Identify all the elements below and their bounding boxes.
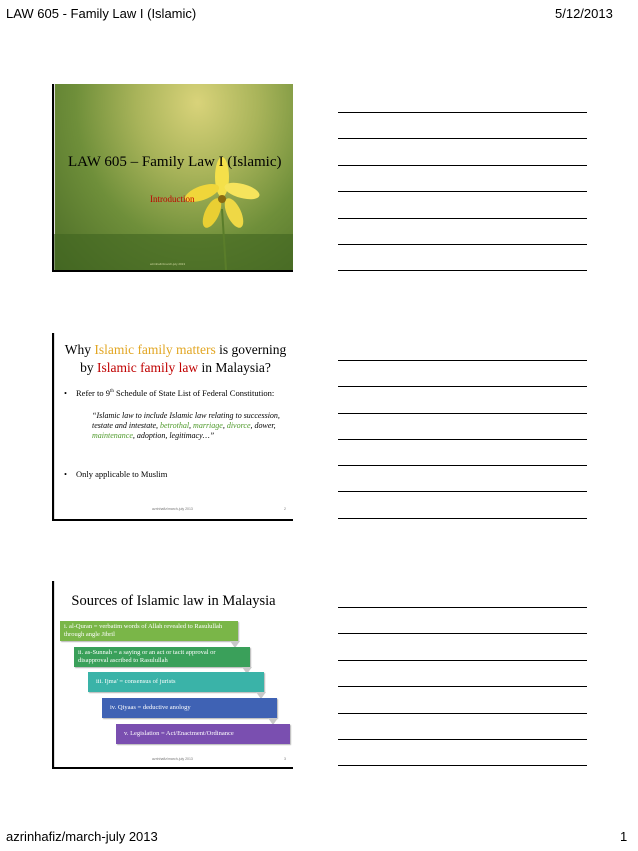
header-title: LAW 605 - Family Law I (Islamic)	[6, 6, 197, 21]
flower-image	[54, 84, 293, 270]
quote-part: , adoption, legitimacy…”	[132, 431, 215, 440]
note-line	[338, 633, 587, 634]
bullet-1-text: Refer to 9	[76, 387, 110, 398]
quote-part: ,	[189, 421, 194, 430]
note-line	[338, 244, 587, 245]
bullet-2-text: Only applicable to Muslim	[76, 469, 168, 479]
slide-1-footer: azrinhafiz/march-july 2013	[150, 262, 186, 266]
slide-3-title: Sources of Islamic law in Malaysia	[71, 593, 276, 609]
note-line	[338, 413, 587, 414]
note-line	[338, 607, 587, 608]
note-line	[338, 218, 587, 219]
source-box-legislation: v. Legislation = Act/Enactment/Ordinance	[116, 724, 290, 744]
slide-3-page-number: 3	[284, 757, 286, 761]
quote-part: , dower,	[250, 421, 276, 430]
quote-highlight: divorce	[226, 421, 251, 430]
source-box-qiyaas: iv. Qiyaas = deductive anology	[102, 698, 277, 718]
title-highlight-red: Islamic family law	[96, 360, 199, 375]
slide-2	[52, 333, 293, 521]
note-line	[338, 386, 587, 387]
note-line	[338, 191, 587, 192]
note-line	[338, 439, 587, 440]
title-text: Why	[64, 342, 95, 357]
slide-2-page-number: 2	[284, 507, 286, 511]
note-line	[338, 270, 587, 271]
quote-highlight: maintenance	[92, 431, 133, 440]
note-line	[338, 360, 587, 361]
slide-2-title	[60, 341, 291, 377]
note-line	[338, 660, 587, 661]
note-line	[338, 491, 587, 492]
quote-highlight: marriage	[193, 421, 223, 430]
quote-part: “Islamic law to include Islamic law relating to succession, testate and intestate,	[92, 411, 280, 430]
source-box-quran: i. al-Quran = verbatim words of Allah revealed to Rasulullah through angle Jibril	[60, 621, 238, 641]
note-line	[338, 112, 587, 113]
quote-text	[92, 411, 287, 441]
header-date: 5/12/2013	[555, 6, 613, 21]
footer-page-number: 1	[620, 829, 628, 844]
bullet-1-text: Schedule of State List of Federal Constitution:	[113, 387, 275, 398]
quote-highlight: betrothal	[160, 421, 190, 430]
slide-1	[52, 84, 293, 272]
title-highlight-orange: Islamic family matters	[94, 342, 216, 357]
superscript: th	[110, 389, 114, 394]
slide-2-footer: azrinhafiz/march-july 2013	[152, 507, 193, 511]
note-line	[338, 686, 587, 687]
bullet-2: • Only applicable to Muslim	[64, 469, 168, 479]
source-box-ijma: iii. Ijma' = consensus of jurists	[88, 672, 264, 692]
note-line	[338, 465, 587, 466]
note-line	[338, 518, 587, 519]
source-box-sunnah: ii. as-Sunnah = a saying or an act or tacit approval or disapproval ascribed to Rasulullah	[74, 647, 250, 667]
quote-part: ,	[222, 421, 227, 430]
slide-1-subtitle: Introduction	[150, 194, 195, 204]
footer-author: azrinhafiz/march-july 2013	[6, 829, 158, 844]
note-line	[338, 138, 587, 139]
note-line	[338, 765, 587, 766]
note-line	[338, 739, 587, 740]
bullet-1: • Refer to 9th Schedule of State List of Federal Constitution:	[64, 387, 275, 398]
slide-3	[52, 581, 293, 769]
slide-1-title: LAW 605 – Family Law I (Islamic)	[68, 154, 282, 170]
title-text: is governing by	[80, 342, 287, 375]
slide-3-footer: azrinhafiz/march-july 2013	[152, 757, 193, 761]
note-line	[338, 713, 587, 714]
title-text: in Malaysia?	[198, 360, 271, 375]
note-line	[338, 165, 587, 166]
